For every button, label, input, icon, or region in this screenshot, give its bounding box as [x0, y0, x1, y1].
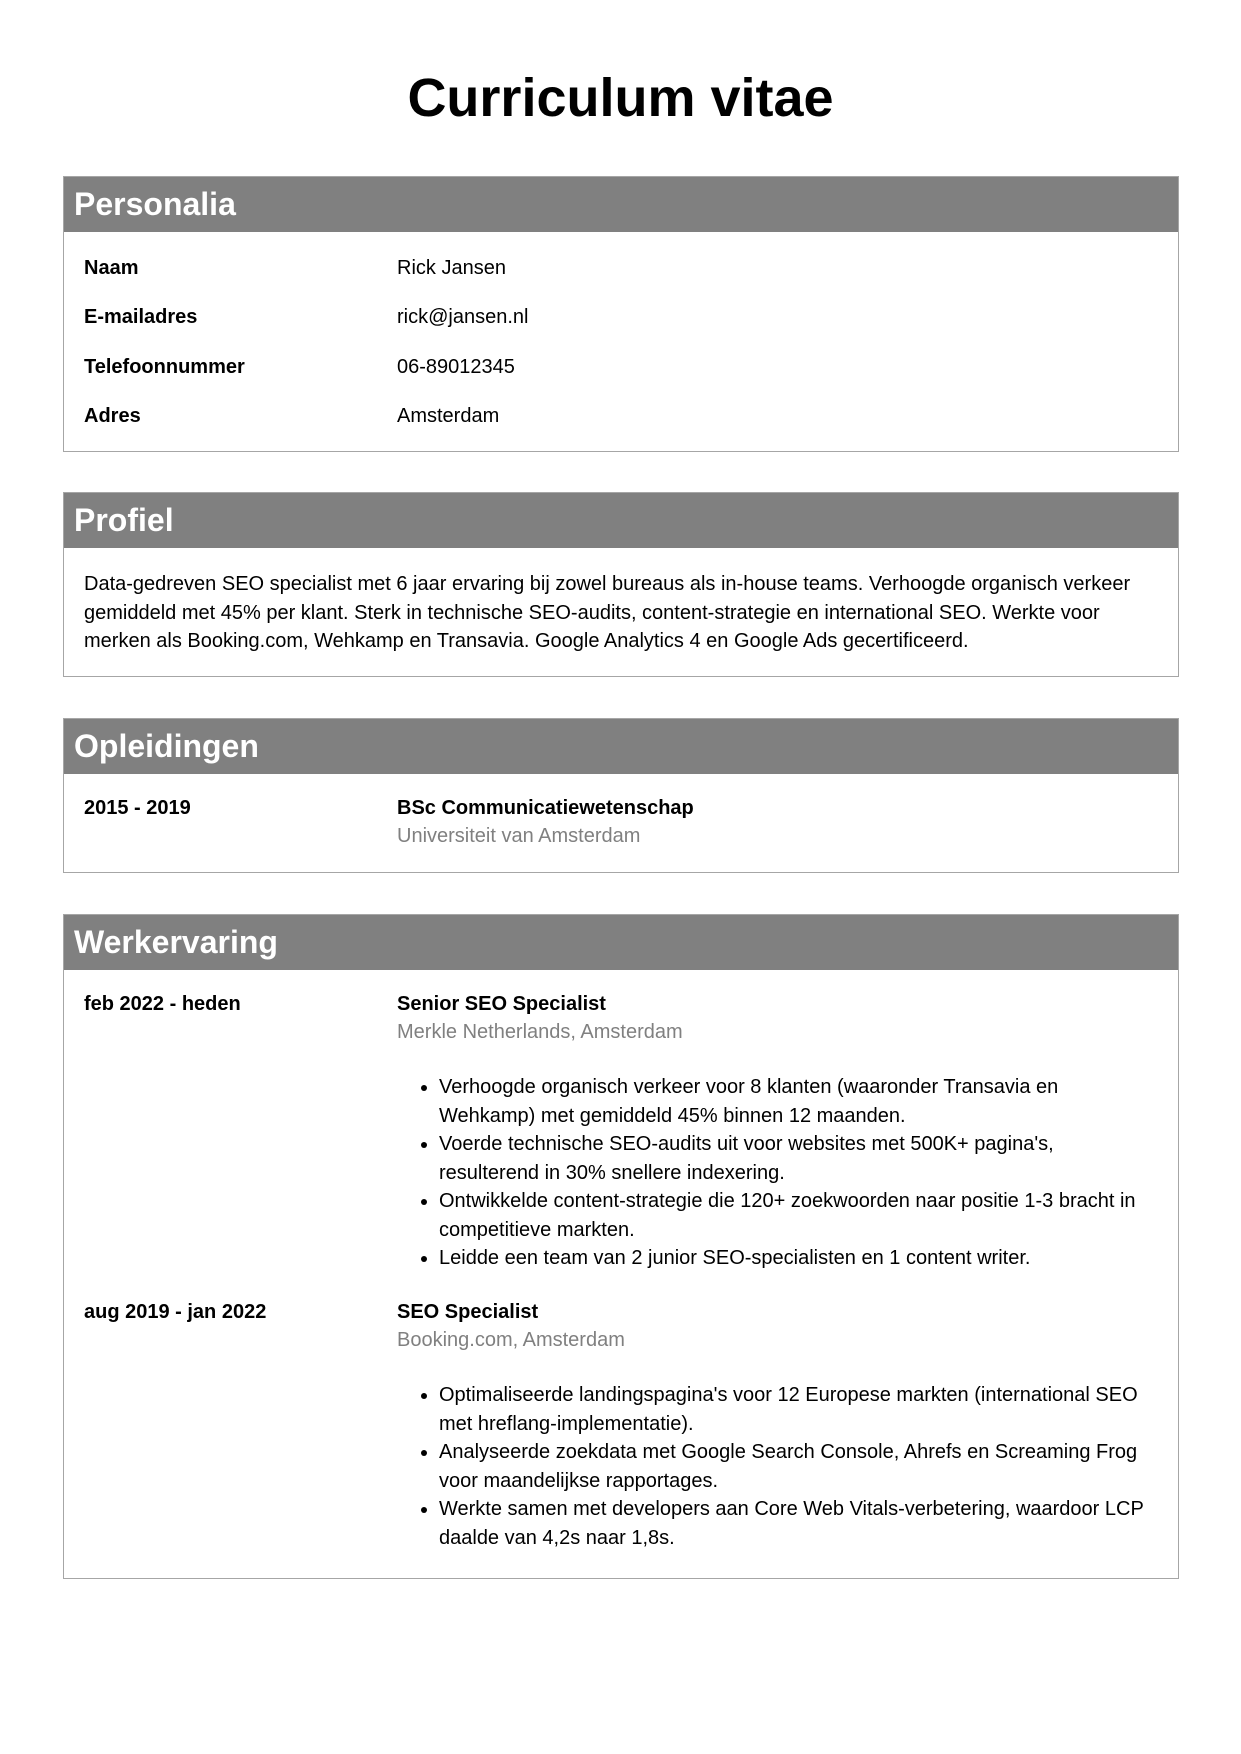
education-period: 2015 - 2019 — [84, 797, 191, 819]
personalia-value: rick@jansen.nl — [397, 306, 529, 328]
job-company: Merkle Netherlands, Amsterdam — [397, 1021, 683, 1043]
werkervaring-section — [63, 914, 1179, 1579]
section-heading: Opleidingen — [64, 719, 1178, 774]
section-heading: Personalia — [64, 177, 1178, 232]
education-details — [397, 796, 694, 849]
personalia-label: Telefoonnummer — [84, 356, 245, 378]
personalia-label: Adres — [84, 405, 141, 427]
personalia-label: Naam — [84, 257, 139, 279]
job-title: Senior SEO Specialist — [397, 993, 606, 1015]
personalia-section — [63, 176, 1179, 452]
job-period: feb 2022 - heden — [84, 993, 241, 1015]
personalia-value: Amsterdam — [397, 405, 500, 427]
job-bullet: • Werkte samen met developers aan Core Web Vitals-verbetering, waardoor LCP daalde van 4,2s naar 1,8s. — [439, 1495, 1157, 1552]
section-heading: Werkervaring — [64, 915, 1178, 970]
education-title: BSc Communicatiewetenschap — [397, 797, 694, 819]
job-bullet: • Optimaliseerde landingspagina's voor 12 Europese markten (international SEO met hreflang-implementatie). — [439, 1381, 1157, 1438]
personalia-value: 06-89012345 — [397, 356, 515, 378]
job-bullets — [397, 1381, 1157, 1552]
job-bullets — [397, 1073, 1157, 1273]
job-bullet: • Analyseerde zoekdata met Google Search Console, Ahrefs en Screaming Frog voor maandelijkse rapportages. — [439, 1438, 1157, 1495]
job-period: aug 2019 - jan 2022 — [84, 1301, 267, 1323]
job-bullet: • Ontwikkelde content-strategie die 120+ zoekwoorden naar positie 1-3 bracht in competitieve markten. — [439, 1187, 1157, 1244]
personalia-value: Rick Jansen — [397, 257, 506, 279]
opleidingen-section — [63, 718, 1179, 873]
job-title: SEO Specialist — [397, 1301, 539, 1323]
job-bullet: • Verhoogde organisch verkeer voor 8 klanten (waaronder Transavia en Wehkamp) met gemiddeld 45% binnen 12 maanden. — [439, 1073, 1157, 1130]
section-heading: Profiel — [64, 493, 1178, 548]
personalia-label: E-mailadres — [84, 306, 198, 328]
job-company: Booking.com, Amsterdam — [397, 1329, 625, 1351]
profiel-section — [63, 492, 1179, 677]
job-details — [397, 992, 1157, 1273]
profile-text: Data-gedreven SEO specialist met 6 jaar ervaring bij zowel bureaus als in-house teams. Verhoogde organisch verkeer gemiddeld met 45% per klant. Sterk in technische SEO-audits, content-strategie en international SEO. Werkte voor merken als Booking.com, Wehkamp en Transavia. Google Analytics 4 en Google Ads gecertificeerd. — [84, 573, 1131, 652]
education-institution: Universiteit van Amsterdam — [397, 825, 641, 847]
job-bullet: • Leidde een team van 2 junior SEO-specialisten en 1 content writer. — [439, 1244, 1157, 1273]
job-details — [397, 1300, 1157, 1552]
page-title: Curriculum vitae — [407, 68, 834, 128]
job-bullet: • Voerde technische SEO-audits uit voor websites met 500K+ pagina's, resulterend in 30% snellere indexering. — [439, 1130, 1157, 1187]
